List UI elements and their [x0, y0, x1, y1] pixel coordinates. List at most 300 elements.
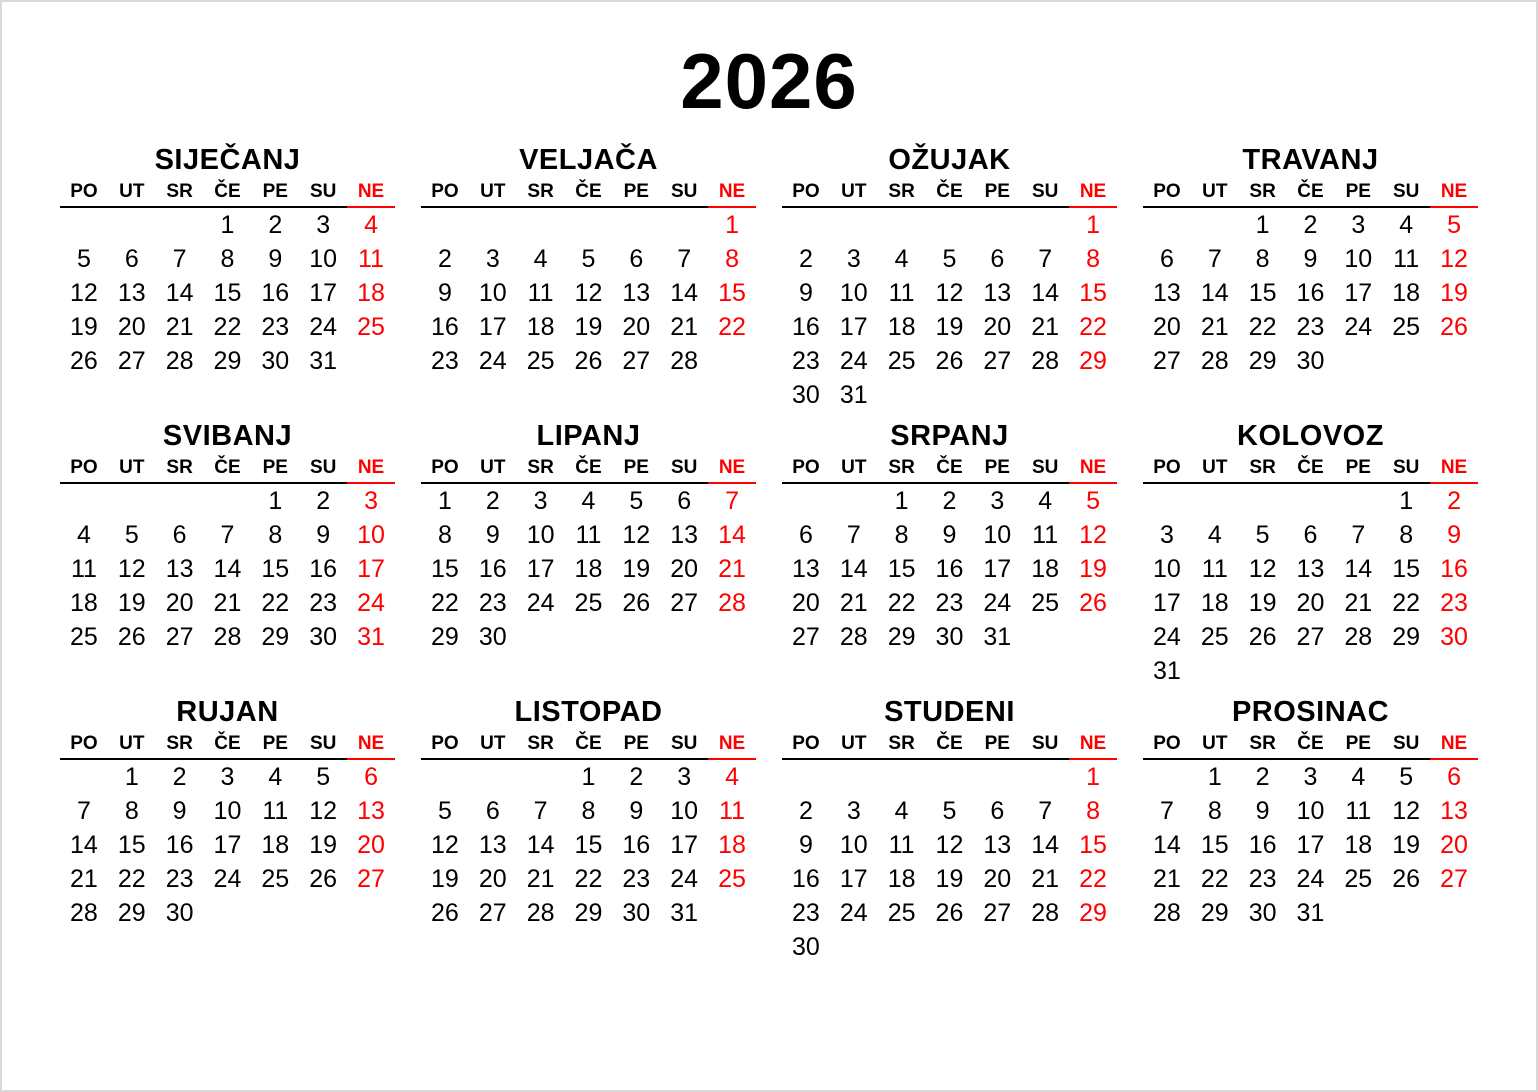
month-table — [421, 733, 756, 930]
day-cell: 18 — [1392, 279, 1421, 307]
day-cell: 20 — [117, 313, 146, 341]
day-cell: 24 — [478, 347, 507, 375]
day-cell: 18 — [574, 555, 603, 583]
day-cell: 27 — [983, 899, 1012, 927]
day-cell: 21 — [213, 589, 242, 617]
day-cell: 12 — [309, 797, 338, 825]
day-cell: 5 — [942, 245, 957, 273]
day-cell-empty — [973, 378, 1021, 412]
day-cell-empty — [517, 207, 565, 242]
day-cell: 30 — [792, 933, 820, 961]
day-cell: 2 — [316, 487, 331, 515]
day-cell: 24 — [983, 589, 1012, 617]
day-cell: 19 — [574, 313, 603, 341]
week-row — [421, 620, 756, 654]
day-cell-empty — [973, 207, 1021, 242]
day-cell-empty — [878, 207, 926, 242]
week-row — [1143, 586, 1478, 620]
day-cell: 8 — [1255, 245, 1270, 273]
day-cell: 2 — [437, 245, 452, 273]
day-cell: 23 — [1248, 865, 1277, 893]
weekday-header-row — [421, 181, 756, 207]
day-cell: 1 — [894, 487, 909, 515]
weekday-header: UT — [108, 457, 156, 483]
month-block — [50, 144, 405, 412]
day-cell: 13 — [792, 555, 820, 583]
weekday-header: PO — [782, 181, 830, 207]
day-cell: 24 — [1344, 313, 1373, 341]
day-cell-empty — [204, 483, 252, 518]
day-cell: 26 — [574, 347, 603, 375]
day-cell: 25 — [1344, 865, 1373, 893]
day-cell-empty — [1382, 344, 1430, 378]
day-cell: 12 — [574, 279, 603, 307]
day-cell: 17 — [839, 313, 868, 341]
day-cell: 6 — [172, 521, 187, 549]
day-cell-empty — [156, 483, 204, 518]
day-cell: 9 — [485, 521, 500, 549]
week-row — [60, 207, 395, 242]
day-cell-empty — [517, 759, 565, 794]
day-cell: 29 — [117, 899, 146, 927]
day-cell: 7 — [1207, 245, 1222, 273]
day-cell: 11 — [1393, 245, 1420, 273]
week-row — [60, 759, 395, 794]
day-cell: 3 — [1351, 211, 1366, 239]
week-row — [421, 862, 756, 896]
day-cell-empty — [1143, 207, 1191, 242]
day-cell: 15 — [574, 831, 603, 859]
weekday-header: ČE — [926, 457, 974, 483]
month-name: STUDENI — [884, 696, 1015, 728]
day-cell: 18 — [1200, 589, 1229, 617]
day-cell: 28 — [70, 899, 98, 927]
weekday-header: NE — [1069, 181, 1117, 207]
weekday-header: NE — [1069, 733, 1117, 759]
day-cell: 13 — [478, 831, 507, 859]
weekday-header: ČE — [565, 733, 613, 759]
week-row — [782, 242, 1117, 276]
day-cell: 3 — [316, 211, 331, 239]
day-cell: 2 — [485, 487, 500, 515]
week-row — [1143, 242, 1478, 276]
week-row — [421, 552, 756, 586]
weekday-header: PE — [1334, 733, 1382, 759]
day-cell: 24 — [357, 589, 385, 617]
day-cell: 26 — [1248, 623, 1277, 651]
day-cell: 4 — [1207, 521, 1222, 549]
day-cell: 18 — [70, 589, 98, 617]
weekday-header: SU — [660, 733, 708, 759]
day-cell-empty — [108, 483, 156, 518]
day-cell: 12 — [935, 831, 964, 859]
day-cell: 4 — [76, 521, 91, 549]
day-cell: 6 — [124, 245, 139, 273]
day-cell: 22 — [1392, 589, 1421, 617]
day-cell: 21 — [1153, 865, 1181, 893]
month-table — [421, 457, 756, 654]
day-cell: 28 — [213, 623, 242, 651]
day-cell: 14 — [1031, 279, 1060, 307]
day-cell: 7 — [1159, 797, 1174, 825]
week-row — [1143, 794, 1478, 828]
day-cell: 19 — [935, 313, 964, 341]
day-cell: 9 — [316, 521, 331, 549]
day-cell: 14 — [165, 279, 194, 307]
day-cell: 4 — [268, 763, 283, 791]
weekday-header: UT — [1191, 733, 1239, 759]
day-cell-empty — [1382, 896, 1430, 930]
month-name: SIJEČANJ — [154, 144, 301, 176]
weekday-header: PO — [782, 733, 830, 759]
day-cell: 20 — [622, 313, 651, 341]
day-cell: 5 — [1447, 211, 1461, 239]
day-cell: 2 — [172, 763, 187, 791]
weekday-header-row — [60, 181, 395, 207]
day-cell: 17 — [1344, 279, 1373, 307]
day-cell: 1 — [1399, 487, 1414, 515]
weekday-header: PO — [60, 457, 108, 483]
day-cell: 28 — [1031, 899, 1060, 927]
day-cell: 4 — [581, 487, 596, 515]
weekday-header: NE — [1430, 457, 1478, 483]
day-cell: 17 — [309, 279, 338, 307]
weekday-header: PE — [251, 457, 299, 483]
day-cell: 6 — [485, 797, 500, 825]
weekday-header: PO — [421, 457, 469, 483]
weekday-header: ČE — [565, 457, 613, 483]
day-cell: 11 — [70, 555, 97, 583]
day-cell: 22 — [1079, 313, 1107, 341]
day-cell: 10 — [1344, 245, 1373, 273]
day-cell: 29 — [213, 347, 242, 375]
day-cell-empty — [708, 896, 756, 930]
day-cell: 7 — [533, 797, 548, 825]
day-cell: 14 — [213, 555, 242, 583]
weekday-header: PO — [782, 457, 830, 483]
day-cell: 30 — [792, 381, 820, 409]
day-cell: 2 — [1255, 763, 1270, 791]
week-row — [782, 586, 1117, 620]
week-row — [1143, 759, 1478, 794]
day-cell: 3 — [677, 763, 692, 791]
day-cell: 7 — [172, 245, 187, 273]
day-cell: 30 — [261, 347, 290, 375]
day-cell: 23 — [261, 313, 290, 341]
day-cell: 4 — [1399, 211, 1414, 239]
day-cell: 1 — [124, 763, 139, 791]
day-cell: 14 — [1200, 279, 1229, 307]
day-cell: 1 — [437, 487, 452, 515]
day-cell-empty — [60, 759, 108, 794]
day-cell: 21 — [1031, 865, 1060, 893]
month-block — [1133, 144, 1488, 412]
day-cell: 23 — [935, 589, 964, 617]
day-cell: 13 — [165, 555, 194, 583]
weekday-header-row — [782, 733, 1117, 759]
weekday-header: UT — [830, 733, 878, 759]
day-cell: 11 — [527, 279, 554, 307]
weekday-header: UT — [469, 733, 517, 759]
day-cell-empty — [469, 759, 517, 794]
day-cell-empty — [926, 930, 974, 964]
weekday-header: NE — [1069, 457, 1117, 483]
day-cell: 21 — [526, 865, 555, 893]
week-row — [1143, 483, 1478, 518]
day-cell-empty — [1239, 654, 1287, 688]
day-cell-empty — [660, 207, 708, 242]
day-cell-empty — [1334, 344, 1382, 378]
week-row — [60, 242, 395, 276]
day-cell: 27 — [792, 623, 820, 651]
day-cell: 14 — [1153, 831, 1181, 859]
month-table — [60, 457, 395, 654]
day-cell: 8 — [581, 797, 596, 825]
day-cell: 29 — [1079, 347, 1107, 375]
day-cell: 8 — [220, 245, 235, 273]
day-cell-empty — [60, 483, 108, 518]
day-cell: 22 — [574, 865, 603, 893]
weekday-header: SR — [878, 457, 926, 483]
month-name: LISTOPAD — [514, 696, 663, 728]
day-cell: 11 — [1032, 521, 1059, 549]
week-row — [60, 586, 395, 620]
day-cell: 21 — [1200, 313, 1229, 341]
day-cell: 27 — [478, 899, 507, 927]
month-name: KOLOVOZ — [1237, 420, 1384, 452]
day-cell-empty — [204, 896, 252, 930]
week-row — [782, 930, 1117, 964]
day-cell: 5 — [629, 487, 644, 515]
day-cell: 25 — [718, 865, 746, 893]
week-row — [782, 759, 1117, 794]
day-cell: 1 — [581, 763, 596, 791]
day-cell-empty — [782, 207, 830, 242]
day-cell: 27 — [670, 589, 699, 617]
day-cell: 7 — [725, 487, 739, 515]
weekday-header: SU — [660, 181, 708, 207]
day-cell: 28 — [526, 899, 555, 927]
weekday-header: ČE — [926, 733, 974, 759]
day-cell: 29 — [1079, 899, 1107, 927]
day-cell-empty — [347, 896, 395, 930]
day-cell: 27 — [1296, 623, 1325, 651]
weekday-header-row — [60, 457, 395, 483]
day-cell: 17 — [478, 313, 507, 341]
week-row — [421, 344, 756, 378]
weekday-header: ČE — [1287, 457, 1335, 483]
day-cell-empty — [156, 207, 204, 242]
month-table — [782, 733, 1117, 964]
day-cell: 23 — [431, 347, 459, 375]
day-cell: 14 — [70, 831, 98, 859]
day-cell: 6 — [1447, 763, 1461, 791]
day-cell: 16 — [1296, 279, 1325, 307]
day-cell: 12 — [431, 831, 459, 859]
month-block — [772, 144, 1127, 412]
week-row — [1143, 207, 1478, 242]
months-grid — [2, 144, 1536, 964]
week-row — [1143, 552, 1478, 586]
day-cell-empty — [926, 759, 974, 794]
weekday-header: UT — [469, 181, 517, 207]
day-cell: 21 — [165, 313, 194, 341]
day-cell: 23 — [1296, 313, 1325, 341]
week-row — [1143, 620, 1478, 654]
day-cell: 17 — [670, 831, 699, 859]
weekday-header: PE — [1334, 457, 1382, 483]
day-cell: 13 — [983, 831, 1012, 859]
day-cell: 28 — [718, 589, 746, 617]
day-cell-empty — [973, 759, 1021, 794]
day-cell: 4 — [1038, 487, 1053, 515]
day-cell: 24 — [1296, 865, 1325, 893]
day-cell: 27 — [357, 865, 385, 893]
day-cell: 15 — [1392, 555, 1421, 583]
day-cell: 26 — [1392, 865, 1421, 893]
weekday-header: SR — [517, 733, 565, 759]
day-cell: 28 — [839, 623, 868, 651]
day-cell: 23 — [165, 865, 194, 893]
day-cell: 8 — [894, 521, 909, 549]
month-table — [60, 181, 395, 378]
month-name: OŽUJAK — [888, 144, 1011, 176]
day-cell: 17 — [1153, 589, 1181, 617]
day-cell: 22 — [1248, 313, 1277, 341]
day-cell: 16 — [309, 555, 338, 583]
day-cell: 28 — [1200, 347, 1229, 375]
day-cell-empty — [1191, 207, 1239, 242]
day-cell-empty — [782, 483, 830, 518]
weekday-header: UT — [108, 181, 156, 207]
weekday-header: ČE — [204, 181, 252, 207]
day-cell: 30 — [309, 623, 338, 651]
day-cell: 18 — [718, 831, 746, 859]
day-cell-empty — [1430, 344, 1478, 378]
weekday-header: NE — [708, 733, 756, 759]
day-cell: 1 — [1255, 211, 1270, 239]
week-row — [421, 276, 756, 310]
day-cell: 9 — [1447, 521, 1461, 549]
week-row — [421, 759, 756, 794]
day-cell: 12 — [1079, 521, 1107, 549]
day-cell: 2 — [629, 763, 644, 791]
day-cell: 25 — [1031, 589, 1060, 617]
weekday-header: NE — [347, 733, 395, 759]
day-cell: 6 — [677, 487, 692, 515]
month-name: TRAVANJ — [1242, 144, 1379, 176]
month-name: VELJAČA — [519, 144, 658, 176]
week-row — [60, 518, 395, 552]
weekday-header: PE — [251, 181, 299, 207]
month-name: RUJAN — [176, 696, 279, 728]
day-cell: 30 — [622, 899, 651, 927]
day-cell: 26 — [431, 899, 459, 927]
weekday-header: UT — [830, 457, 878, 483]
day-cell: 15 — [1079, 831, 1107, 859]
week-row — [782, 552, 1117, 586]
weekday-header: PE — [973, 733, 1021, 759]
day-cell: 17 — [1296, 831, 1325, 859]
day-cell-empty — [830, 759, 878, 794]
day-cell: 18 — [526, 313, 555, 341]
day-cell: 16 — [165, 831, 194, 859]
weekday-header: SU — [1021, 457, 1069, 483]
day-cell-empty — [708, 620, 756, 654]
day-cell: 22 — [431, 589, 459, 617]
weekday-header: SU — [1382, 733, 1430, 759]
day-cell: 15 — [718, 279, 746, 307]
day-cell-empty — [299, 896, 347, 930]
day-cell: 22 — [117, 865, 146, 893]
day-cell: 21 — [70, 865, 98, 893]
week-row — [782, 276, 1117, 310]
day-cell: 3 — [533, 487, 548, 515]
day-cell: 15 — [1200, 831, 1229, 859]
day-cell: 30 — [1248, 899, 1277, 927]
day-cell: 29 — [1248, 347, 1277, 375]
weekday-header: PE — [973, 181, 1021, 207]
day-cell: 27 — [1153, 347, 1181, 375]
day-cell: 9 — [268, 245, 283, 273]
day-cell: 7 — [220, 521, 235, 549]
day-cell: 11 — [888, 831, 915, 859]
day-cell: 9 — [798, 279, 813, 307]
day-cell: 28 — [165, 347, 194, 375]
day-cell: 29 — [574, 899, 603, 927]
day-cell: 1 — [1086, 763, 1100, 791]
day-cell: 1 — [1207, 763, 1222, 791]
day-cell: 11 — [1345, 797, 1372, 825]
day-cell: 19 — [70, 313, 98, 341]
day-cell: 1 — [268, 487, 283, 515]
day-cell-empty — [782, 759, 830, 794]
weekday-header: NE — [708, 457, 756, 483]
month-table — [782, 457, 1117, 654]
day-cell: 24 — [1153, 623, 1181, 651]
week-row — [1143, 828, 1478, 862]
day-cell: 26 — [1079, 589, 1107, 617]
day-cell: 16 — [431, 313, 459, 341]
day-cell: 15 — [117, 831, 146, 859]
day-cell: 20 — [357, 831, 385, 859]
week-row — [60, 276, 395, 310]
day-cell-empty — [830, 930, 878, 964]
day-cell: 16 — [792, 865, 820, 893]
day-cell: 14 — [839, 555, 868, 583]
weekday-header: PO — [1143, 181, 1191, 207]
day-cell: 31 — [670, 899, 699, 927]
week-row — [782, 344, 1117, 378]
day-cell: 4 — [894, 245, 909, 273]
weekday-header: SU — [1382, 457, 1430, 483]
day-cell: 2 — [1303, 211, 1318, 239]
day-cell: 14 — [670, 279, 699, 307]
day-cell-empty — [1143, 483, 1191, 518]
day-cell: 17 — [983, 555, 1012, 583]
day-cell: 8 — [1086, 245, 1100, 273]
day-cell: 9 — [437, 279, 452, 307]
day-cell: 7 — [846, 521, 861, 549]
day-cell: 6 — [629, 245, 644, 273]
day-cell: 8 — [725, 245, 739, 273]
day-cell: 13 — [1153, 279, 1181, 307]
day-cell-empty — [1021, 930, 1069, 964]
day-cell: 15 — [887, 555, 916, 583]
day-cell: 18 — [357, 279, 385, 307]
day-cell: 27 — [983, 347, 1012, 375]
day-cell: 23 — [478, 589, 507, 617]
